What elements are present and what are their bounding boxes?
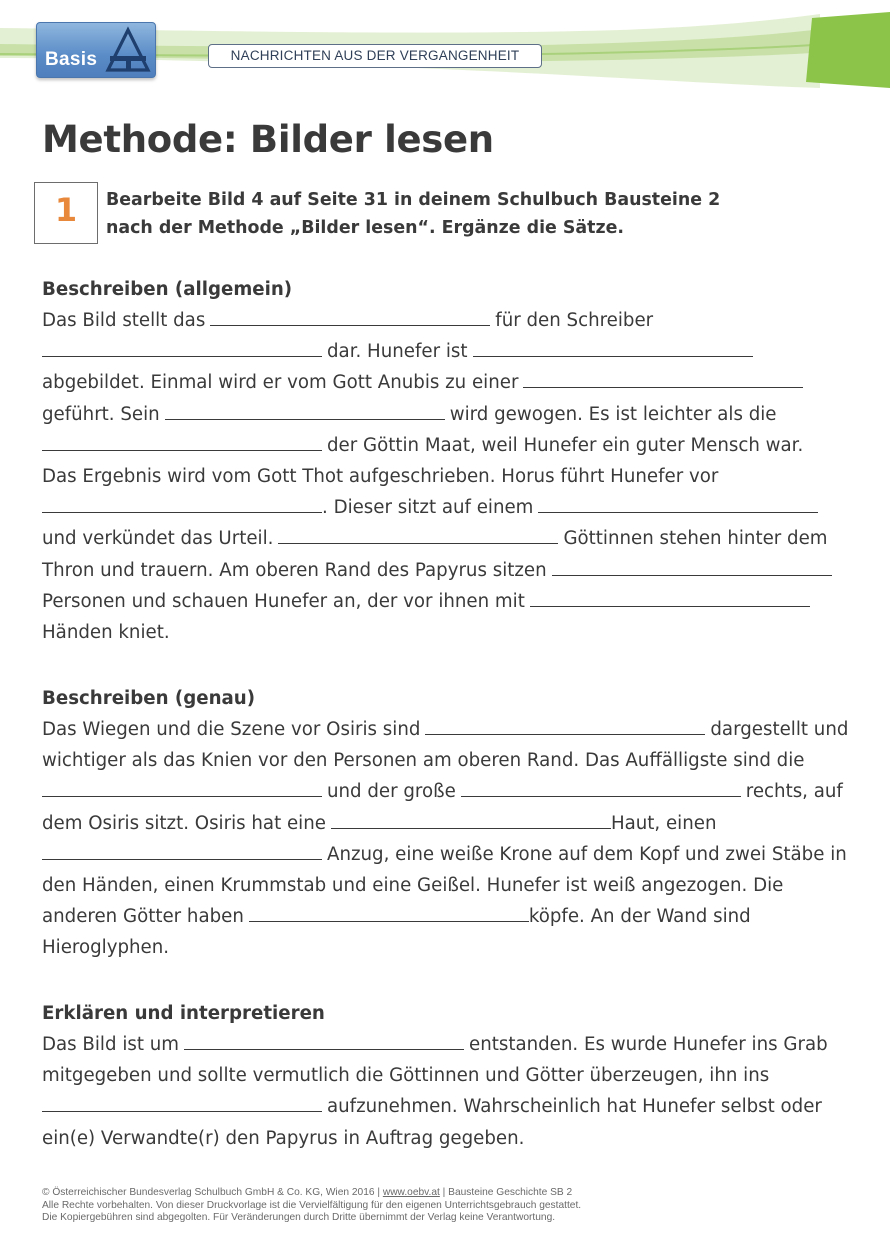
text-segment: und der große	[327, 781, 456, 803]
fill-in-blank[interactable]	[552, 556, 832, 576]
text-segment: Händen kniet.	[42, 621, 170, 643]
section-heading: Beschreiben (allgemein)	[42, 279, 293, 300]
fill-in-blank[interactable]	[538, 493, 818, 513]
section-beschreiben-allgemein	[42, 274, 862, 648]
text-line	[42, 399, 862, 430]
text-line	[42, 839, 862, 870]
text-line	[42, 808, 862, 839]
footer-line: Alle Rechte vorbehalten. Von dieser Druckvorlage ist die Vervielfältigung für den eigenen Unterrichtsgebrauch gestattet.	[42, 1199, 582, 1211]
text-line	[42, 1060, 862, 1091]
fill-in-blank[interactable]	[530, 587, 810, 607]
text-segment: Das Bild stellt das	[42, 310, 206, 331]
section-erklaeren-interpretieren	[42, 998, 862, 1154]
text-segment: aufzunehmen. Wahrscheinlich hat Hunefer selbst oder	[327, 1096, 822, 1118]
text-segment: Göttinnen stehen hinter dem	[563, 528, 828, 550]
fill-in-blank[interactable]	[165, 400, 445, 420]
series-title-label: NACHRICHTEN AUS DER VERGANGENHEIT	[208, 44, 542, 68]
text-segment: wird gewogen. Es ist leichter als die	[449, 403, 777, 425]
text-line	[42, 745, 862, 776]
text-segment: Personen und schauen Hunefer an, der vor ihnen mit	[42, 590, 525, 612]
text-line	[42, 714, 862, 745]
fill-in-blank[interactable]	[249, 902, 529, 922]
text-line	[42, 492, 862, 523]
text-segment: geführt. Sein	[42, 403, 160, 425]
fill-in-blank[interactable]	[42, 337, 322, 357]
text-line	[42, 586, 862, 617]
text-segment: anderen Götter haben	[42, 906, 244, 928]
basis-logo	[36, 22, 156, 78]
text-segment: wichtiger als das Knien vor den Personen am oberen Rand. Das Auffälligste sind die	[42, 750, 805, 772]
text-segment: köpfe. An der Wand sind	[528, 906, 751, 928]
text-segment: dar. Hunefer ist	[327, 341, 468, 363]
fill-in-blank[interactable]	[523, 368, 803, 388]
task-number: 1	[54, 191, 78, 229]
text-segment: Haut, einen	[610, 812, 717, 834]
text-line	[42, 336, 862, 367]
text-segment: den Händen, einen Krummstab und eine Geißel. Hunefer ist weiß angezogen. Die	[42, 874, 784, 896]
fill-in-blank[interactable]	[473, 337, 753, 357]
text-segment: entstanden. Es wurde Hunefer ins Grab	[469, 1034, 828, 1055]
text-line	[42, 932, 862, 963]
text-segment: Das Bild ist um	[42, 1034, 180, 1055]
fill-in-blank[interactable]	[42, 493, 322, 513]
text-segment: dargestellt und	[710, 719, 849, 740]
text-line	[42, 305, 862, 336]
fill-in-blank[interactable]	[42, 1092, 322, 1112]
fill-in-blank[interactable]	[210, 306, 490, 326]
text-segment: und verkündet das Urteil.	[42, 528, 274, 550]
text-line	[42, 430, 862, 461]
pyramid-icon	[105, 26, 151, 74]
fill-in-blank[interactable]	[425, 715, 705, 735]
text-segment: Thron und trauern. Am oberen Rand des Papyrus sitzen	[42, 559, 547, 581]
fill-in-blank[interactable]	[278, 524, 558, 544]
text-line	[42, 1123, 862, 1154]
text-line	[42, 870, 862, 901]
text-segment: für den Schreiber	[495, 310, 654, 331]
fill-in-blank[interactable]	[184, 1030, 464, 1050]
footer-line	[42, 1187, 862, 1200]
task-instruction-line: Bearbeite Bild 4 auf Seite 31 in deinem Schulbuch Bausteine 2	[106, 190, 721, 210]
footer-text: © Österreichischer Bundesverlag Schulbuch GmbH & Co. KG, Wien 2016 |	[42, 1187, 383, 1198]
section-heading: Beschreiben (genau)	[42, 688, 256, 709]
text-line	[42, 367, 862, 398]
fill-in-blank[interactable]	[42, 840, 322, 860]
text-line	[42, 461, 862, 492]
text-line	[42, 1029, 862, 1060]
task-instruction-line: nach der Methode „Bilder lesen“. Ergänze die Sätze.	[106, 218, 624, 238]
text-segment: ein(e) Verwandte(r) den Papyrus in Auftrag gegeben.	[42, 1127, 525, 1149]
text-line	[42, 523, 862, 554]
fill-in-blank[interactable]	[42, 431, 322, 451]
task-instruction	[106, 186, 846, 242]
text-segment: mitgegeben und sollte vermutlich die Göttinnen und Götter überzeugen, ihn ins	[42, 1065, 770, 1087]
page-title: Methode: Bilder lesen	[42, 118, 494, 161]
text-line	[42, 776, 862, 807]
text-segment: Hieroglyphen.	[42, 937, 170, 959]
task-number-box	[34, 182, 98, 244]
text-segment: . Dieser sitzt auf einem	[322, 497, 534, 519]
footer-text: | Bausteine Geschichte SB 2	[439, 1187, 573, 1198]
text-segment: abgebildet. Einmal wird er vom Gott Anubis zu einer	[42, 372, 519, 394]
text-segment: Das Wiegen und die Szene vor Osiris sind	[42, 719, 421, 740]
text-segment: dem Osiris sitzt. Osiris hat eine	[42, 812, 326, 834]
copyright-footer	[42, 1187, 862, 1225]
text-line	[42, 901, 862, 932]
section-heading: Erklären und interpretieren	[42, 1003, 325, 1024]
text-segment: Das Ergebnis wird vom Gott Thot aufgeschrieben. Horus führt Hunefer vor	[42, 465, 719, 487]
text-line	[42, 617, 862, 648]
fill-in-blank[interactable]	[331, 809, 611, 829]
publisher-link[interactable]: www.oebv.at	[382, 1187, 440, 1198]
text-line	[42, 1091, 862, 1122]
text-line	[42, 555, 862, 586]
text-segment: der Göttin Maat, weil Hunefer ein guter Mensch war.	[327, 434, 804, 456]
section-beschreiben-genau	[42, 683, 862, 964]
logo-text: Basis	[45, 49, 98, 70]
footer-line: Die Kopiergebühren sind abgegolten. Für Veränderungen durch Dritte übernimmt der Verlag keine Verantwortung.	[42, 1212, 556, 1223]
text-segment: rechts, auf	[745, 781, 843, 803]
text-segment: Anzug, eine weiße Krone auf dem Kopf und zwei Stäbe in	[327, 843, 847, 865]
fill-in-blank[interactable]	[461, 777, 741, 797]
fill-in-blank[interactable]	[42, 777, 322, 797]
